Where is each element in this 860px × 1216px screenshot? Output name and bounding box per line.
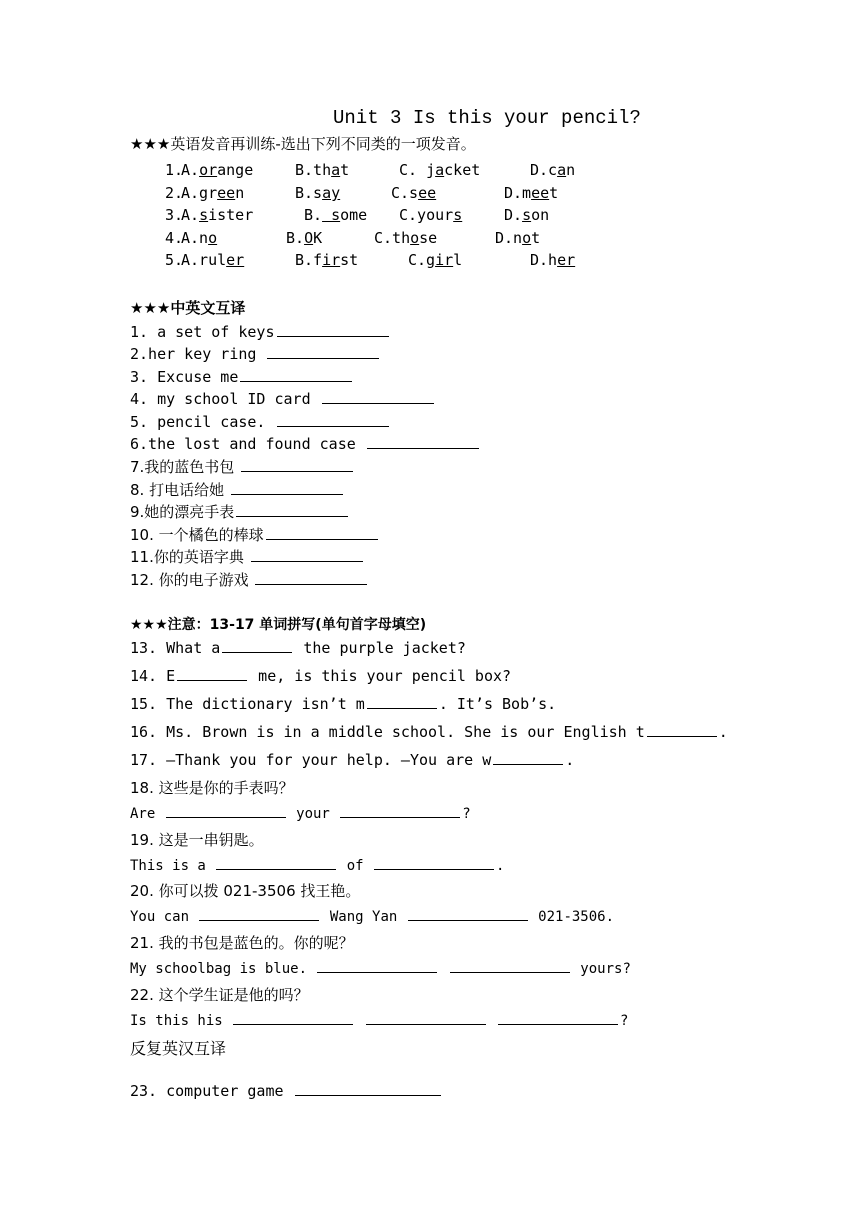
- item-text: the purple jacket?: [294, 639, 466, 657]
- item-text: .: [565, 751, 575, 769]
- answer-blank[interactable]: [222, 638, 292, 653]
- answer-blank[interactable]: [231, 480, 343, 495]
- answer-blank[interactable]: [408, 906, 528, 921]
- option-text: C.g: [408, 251, 436, 269]
- option-text: on: [531, 206, 550, 224]
- spelling-item: [130, 694, 556, 713]
- repeat-translation-heading: 反复英汉互译: [130, 1039, 227, 1058]
- sentence-text: Is this his: [130, 1013, 232, 1029]
- sentence-text: My schoolbag is blue.: [130, 961, 316, 977]
- spelling-item: [130, 750, 574, 769]
- translation-item: [130, 434, 481, 453]
- option-b: [295, 161, 349, 179]
- underlined-sound: o: [522, 229, 532, 247]
- answer-blank[interactable]: [277, 412, 389, 427]
- translation-item: [130, 344, 381, 363]
- option-text: D.n: [495, 229, 523, 247]
- option-text: B.: [304, 206, 323, 224]
- answer-blank[interactable]: [266, 525, 378, 540]
- underlined-sound: a: [435, 161, 445, 179]
- sentence-text: ?: [462, 806, 471, 822]
- underlined-sound: s: [322, 206, 341, 224]
- option-text: n: [566, 161, 576, 179]
- answer-blank[interactable]: [498, 1010, 618, 1025]
- item-text: 17. —Thank you for your help. —You are w: [130, 751, 492, 769]
- answer-blank[interactable]: [647, 722, 717, 737]
- sentence-text: Are: [130, 806, 164, 822]
- item-text: 2.her key ring: [130, 345, 266, 363]
- spelling-item: [130, 722, 728, 741]
- answer-blank[interactable]: [340, 803, 460, 818]
- option-text: t: [531, 229, 541, 247]
- sentence-text: [488, 1013, 496, 1029]
- answer-blank[interactable]: [493, 750, 563, 765]
- answer-blank[interactable]: [374, 855, 494, 870]
- translation-item: [130, 456, 355, 477]
- spelling-heading: ★★★注意：13-17 单词拼写(单句首字母填空): [130, 617, 427, 633]
- option-text: D.h: [530, 251, 558, 269]
- option-text: A.: [181, 161, 200, 179]
- answer-blank[interactable]: [267, 344, 379, 359]
- item-text: 11.你的英语字典: [130, 548, 249, 566]
- answer-blank[interactable]: [295, 1081, 441, 1096]
- item-text: 1. a set of keys: [130, 323, 275, 341]
- option-a: [181, 161, 253, 179]
- underlined-sound: o: [410, 229, 420, 247]
- option-text: C.your: [399, 206, 454, 224]
- page-title: Unit 3 Is this your pencil?: [333, 107, 641, 129]
- prompt-text: 22. 这个学生证是他的吗？: [130, 986, 309, 1004]
- sentence-text: 021-3506.: [529, 909, 615, 925]
- answer-blank[interactable]: [255, 570, 367, 585]
- underlined-sound: a: [557, 161, 567, 179]
- underlined-sound: ir: [322, 251, 341, 269]
- answer-blank[interactable]: [277, 322, 389, 337]
- underlined-sound: ay: [322, 184, 341, 202]
- pronunciation-row: [0, 229, 860, 249]
- item-text: 23. computer game: [130, 1082, 293, 1100]
- prompt-text: 20. 你可以拨 021-3506 找王艳。: [130, 882, 361, 900]
- underlined-sound: o: [208, 229, 218, 247]
- option-text: A.rul: [181, 251, 227, 269]
- option-text: nge: [226, 161, 254, 179]
- translation-item: [130, 367, 354, 386]
- option-text: l: [453, 251, 463, 269]
- option-a: [181, 206, 253, 224]
- spelling-item: [130, 638, 466, 657]
- answer-blank[interactable]: [367, 434, 479, 449]
- item-text: 15. The dictionary isn’t m: [130, 695, 365, 713]
- pronunciation-row: [0, 184, 860, 204]
- option-text: n: [235, 184, 245, 202]
- english-sentence: [130, 1010, 628, 1029]
- spelling-item: [130, 666, 511, 685]
- question-number: 5.: [165, 251, 184, 269]
- pronunciation-row: [0, 251, 860, 271]
- underlined-sound: s: [199, 206, 209, 224]
- option-text: t: [549, 184, 559, 202]
- sentence-text: This is a: [130, 858, 215, 874]
- item-text: .: [718, 723, 728, 741]
- translation-item: [130, 501, 350, 522]
- sentence-text: [355, 1013, 363, 1029]
- translation-item: [130, 546, 365, 567]
- underlined-sound: ee: [531, 184, 550, 202]
- option-text: ister: [208, 206, 254, 224]
- pronunciation-row: [0, 161, 860, 181]
- chinese-prompt: [130, 984, 309, 1005]
- item-text: 9.她的漂亮手表: [130, 503, 235, 521]
- option-d: [530, 161, 575, 179]
- option-text: B.th: [295, 161, 332, 179]
- english-sentence: [130, 958, 631, 977]
- item-text: 3. Excuse me: [130, 368, 239, 386]
- translation-item: [130, 479, 345, 500]
- item-text: me, is this your pencil box?: [249, 667, 512, 685]
- question-number: 2.: [165, 184, 184, 202]
- sentence-text: yours?: [571, 961, 631, 977]
- option-text: C.th: [374, 229, 411, 247]
- answer-blank[interactable]: [366, 1010, 486, 1025]
- option-c: [399, 206, 462, 224]
- prompt-text: 18. 这些是你的手表吗？: [130, 779, 294, 797]
- underlined-sound: O: [304, 229, 314, 247]
- option-b: [286, 229, 322, 247]
- underlined-sound: or: [199, 161, 218, 179]
- underlined-sound: s: [522, 206, 532, 224]
- option-text: B.s: [295, 184, 323, 202]
- option-text: st: [340, 251, 359, 269]
- answer-blank[interactable]: [450, 958, 570, 973]
- option-c: [374, 229, 437, 247]
- sentence-text: ?: [620, 1013, 629, 1029]
- underlined-sound: er: [557, 251, 576, 269]
- chinese-prompt: [130, 880, 360, 901]
- chinese-prompt: [130, 932, 354, 953]
- option-d: [504, 184, 558, 202]
- translation-item: [130, 1081, 443, 1100]
- item-text: 14. E: [130, 667, 176, 685]
- underlined-sound: a: [331, 161, 341, 179]
- prompt-text: 19. 这是一串钥匙。: [130, 831, 264, 849]
- item-text: 12. 你的电子游戏: [130, 571, 254, 589]
- option-text: A.: [181, 206, 200, 224]
- option-b: [304, 206, 367, 224]
- item-text: 8. 打电话给她: [130, 481, 229, 499]
- question-number: 3.: [165, 206, 184, 224]
- answer-blank[interactable]: [241, 457, 353, 472]
- chinese-prompt: [130, 777, 294, 798]
- pronunciation-heading: ★★★英语发音再训练-选出下列不同类的一项发音。: [130, 135, 476, 153]
- option-text: A.gr: [181, 184, 218, 202]
- item-text: 16. Ms. Brown is in a middle school. She is our English t: [130, 723, 645, 741]
- english-sentence: [130, 855, 504, 874]
- option-d: [504, 206, 549, 224]
- option-d: [530, 251, 575, 269]
- item-text: . It’s Bob’s.: [438, 695, 557, 713]
- answer-blank[interactable]: [236, 502, 348, 517]
- underlined-sound: s: [453, 206, 463, 224]
- item-text: 7.我的蓝色书包: [130, 458, 240, 476]
- item-text: 13. What a: [130, 639, 221, 657]
- underlined-sound: ee: [217, 184, 236, 202]
- sentence-text: your: [287, 806, 339, 822]
- english-sentence: [130, 906, 614, 925]
- prompt-text: 21. 我的书包是蓝色的。你的呢？: [130, 934, 354, 952]
- option-text: D.m: [504, 184, 532, 202]
- sentence-text: [439, 961, 447, 977]
- answer-blank[interactable]: [251, 547, 363, 562]
- translation-item: [130, 412, 391, 431]
- question-number: 4.: [165, 229, 184, 247]
- option-a: [181, 251, 244, 269]
- option-c: [391, 184, 436, 202]
- underlined-sound: er: [226, 251, 245, 269]
- translation-item: [130, 569, 369, 590]
- option-text: ome: [340, 206, 368, 224]
- option-text: D.: [504, 206, 523, 224]
- option-text: B.f: [295, 251, 323, 269]
- option-a: [181, 229, 217, 247]
- sentence-text: of: [338, 858, 373, 874]
- option-text: C.s: [391, 184, 419, 202]
- option-c: [408, 251, 462, 269]
- english-sentence: [130, 803, 471, 822]
- option-text: se: [419, 229, 438, 247]
- option-text: t: [340, 161, 350, 179]
- translation-item: [130, 322, 391, 341]
- answer-blank[interactable]: [216, 855, 336, 870]
- answer-blank[interactable]: [317, 958, 437, 973]
- item-text: 5. pencil case.: [130, 413, 275, 431]
- sentence-text: Wang Yan: [321, 909, 406, 925]
- answer-blank[interactable]: [177, 666, 247, 681]
- item-text: 4. my school ID card: [130, 390, 320, 408]
- sentence-text: You can: [130, 909, 198, 925]
- underlined-sound: ee: [418, 184, 437, 202]
- translation-item: [130, 524, 380, 545]
- item-text: 6.the lost and found case: [130, 435, 365, 453]
- option-text: A.n: [181, 229, 209, 247]
- option-b: [295, 251, 358, 269]
- answer-blank[interactable]: [240, 367, 352, 382]
- option-c: [399, 161, 480, 179]
- underlined-sound: ir: [435, 251, 454, 269]
- answer-blank[interactable]: [199, 906, 319, 921]
- answer-blank[interactable]: [322, 389, 434, 404]
- answer-blank[interactable]: [367, 694, 437, 709]
- option-b: [295, 184, 340, 202]
- option-text: K: [313, 229, 323, 247]
- chinese-prompt: [130, 829, 264, 850]
- option-text: C. j: [399, 161, 436, 179]
- item-text: 10. 一个橘色的棒球: [130, 526, 264, 544]
- option-text: a: [217, 161, 227, 179]
- sentence-text: .: [496, 858, 505, 874]
- answer-blank[interactable]: [166, 803, 286, 818]
- translation-heading: ★★★中英文互译: [130, 299, 246, 317]
- option-text: B.: [286, 229, 305, 247]
- option-text: D.c: [530, 161, 558, 179]
- pronunciation-row: [0, 206, 860, 226]
- option-d: [495, 229, 540, 247]
- question-number: 1.: [165, 161, 184, 179]
- translation-item: [130, 389, 436, 408]
- option-a: [181, 184, 244, 202]
- answer-blank[interactable]: [233, 1010, 353, 1025]
- option-text: cket: [444, 161, 481, 179]
